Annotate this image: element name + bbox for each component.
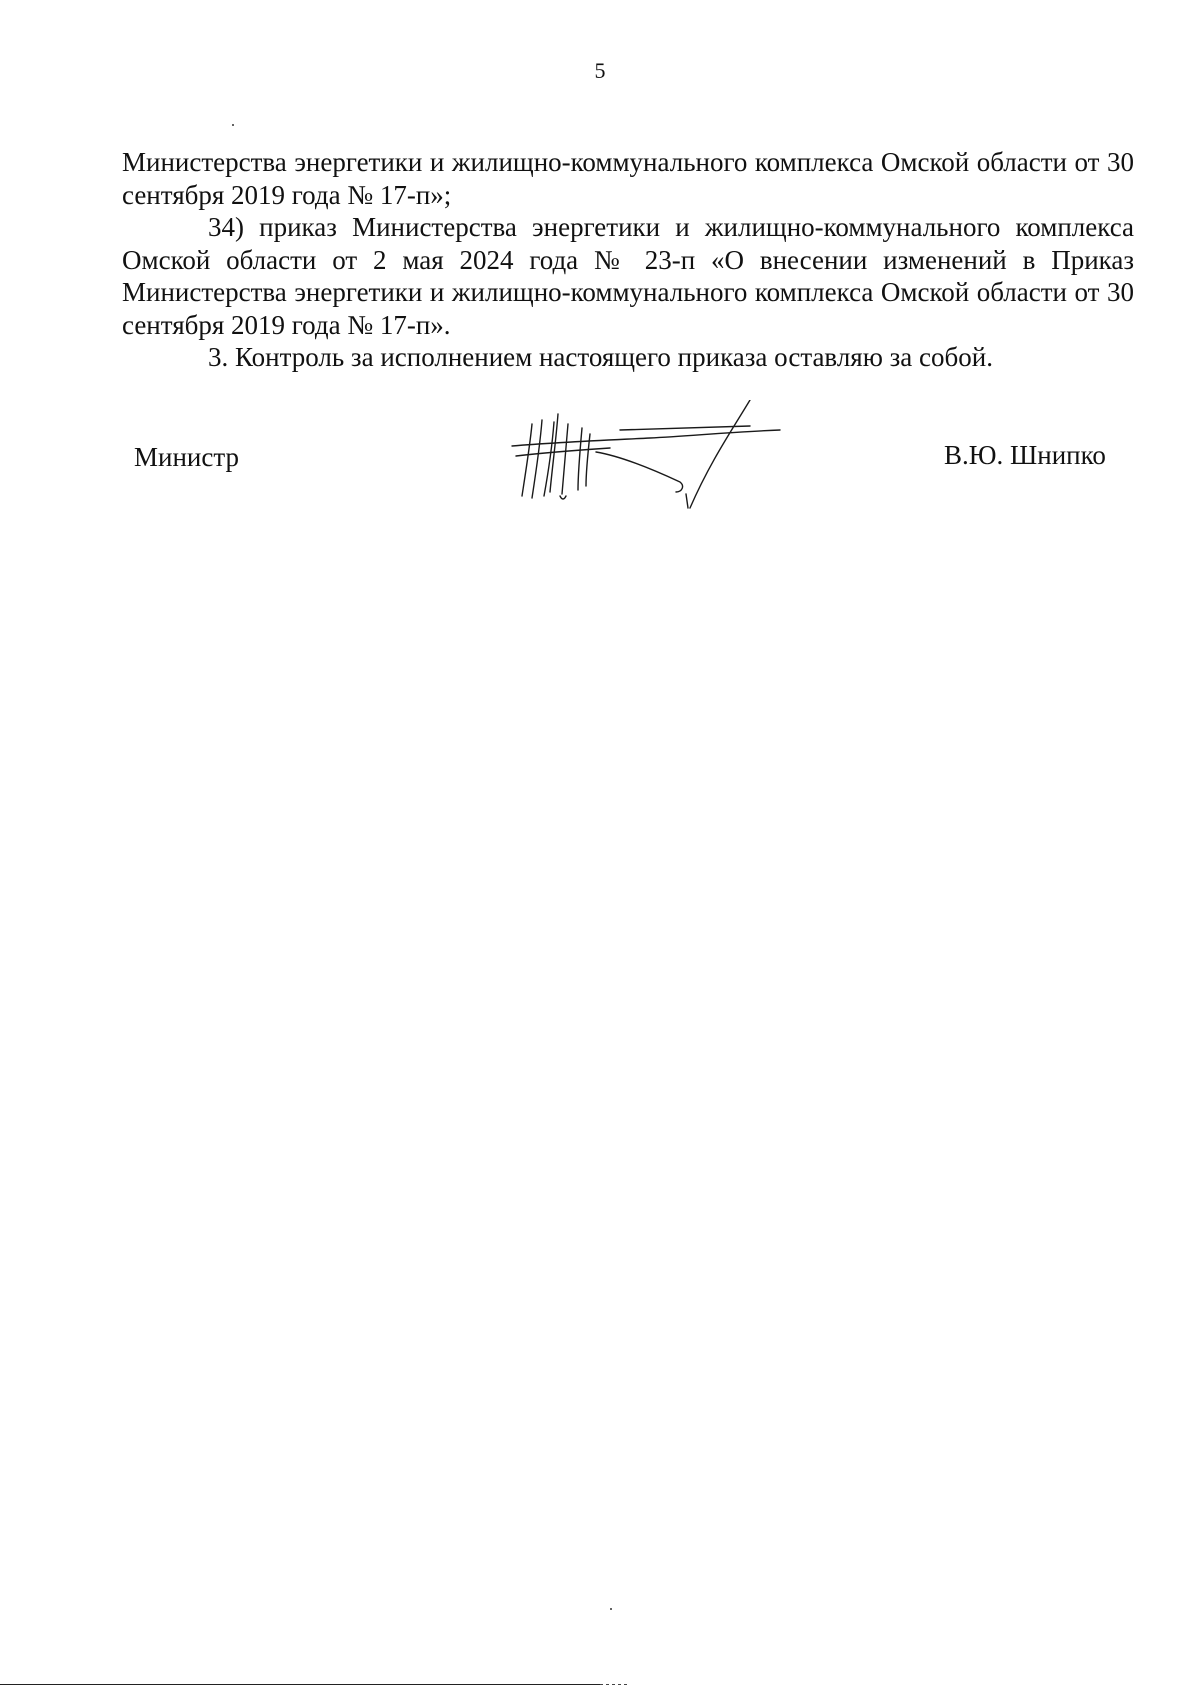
scan-speck: [232, 124, 234, 126]
page-number: 5: [594, 58, 606, 83]
handwritten-signature: [500, 400, 790, 510]
bottom-scan-line: [0, 1684, 600, 1685]
paragraph-continuation: Министерства энергетики и жилищно-коммунального комплекса Омской области от 30 сентября 2019 года № 17-п»;: [122, 147, 1134, 210]
signatory-name: В.Ю. Шнипко: [944, 440, 1106, 470]
scan-speck: [610, 1608, 612, 1610]
paragraph-item-3: 3. Контроль за исполнением настоящего приказа оставляю за собой.: [208, 342, 993, 372]
paragraph-item-34: 34) приказ Министерства энергетики и жилищно-коммунального комплекса Омской области от 2 мая 2024 года № 23-п «О внесении изменений в Приказ Министерства энергетики и жилищно-коммунального комплекса Омской области от 30 сентября 2019 года № 17-п».: [122, 212, 1134, 340]
signatory-title: Министр: [134, 442, 239, 472]
signature-block: [0, 400, 1200, 510]
document-body: [122, 146, 1134, 374]
bottom-scan-line-dashed: [600, 1684, 630, 1685]
